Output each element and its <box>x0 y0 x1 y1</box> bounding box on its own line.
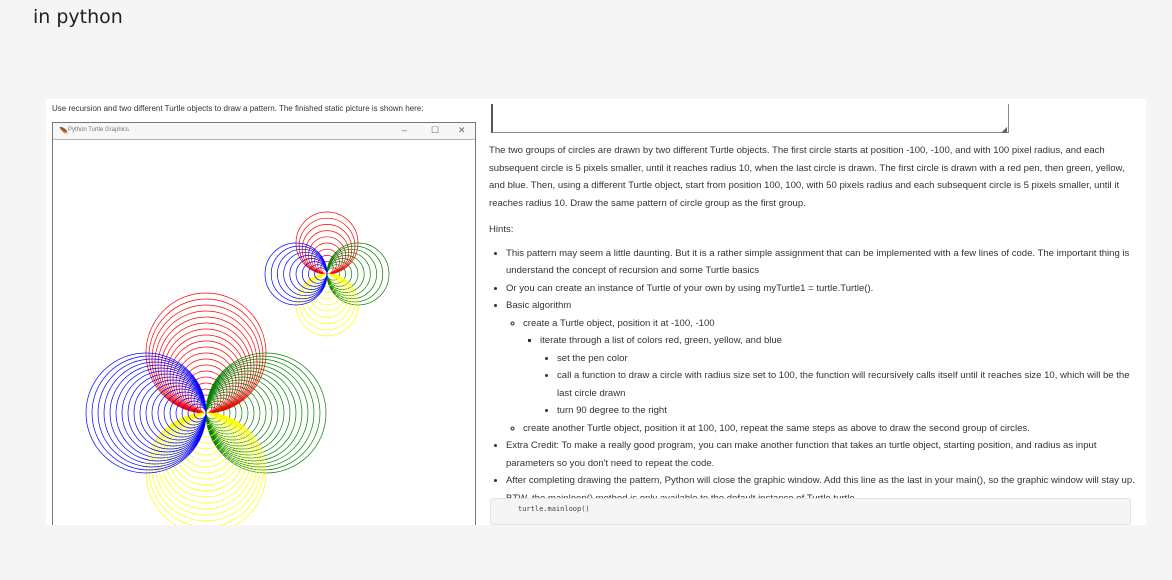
question-card <box>46 99 1146 525</box>
window-title: Python Turtle Graphics <box>68 127 130 133</box>
list-item: • set the pen color <box>557 350 1139 368</box>
group-two-circle <box>327 246 383 302</box>
list-item: • After completing drawing the pattern, Python will close the graphic window. Add this line as the last in your main(), so the graphic window will stay up. <box>506 472 1139 507</box>
resize-handle-icon[interactable]: ◢ <box>1000 125 1007 134</box>
answer-textarea[interactable] <box>491 104 1009 133</box>
list-item-label: Basic algorithm <box>506 300 572 311</box>
turtle-graphics-window <box>52 122 476 525</box>
group-one-circle <box>173 413 239 479</box>
list-item: • call a function to draw a circle with radius size set to 100, the function will recursively calls itself until it reaches size 10, which will be the last circle drawn <box>557 367 1139 402</box>
question-heading: in python <box>33 6 123 28</box>
maximize-button[interactable]: ☐ <box>431 125 440 135</box>
list-item: • turn 90 degree to the right <box>557 402 1139 420</box>
list-item-label: iterate through a list of colors red, green, yellow, and blue <box>540 335 782 346</box>
intro-text: Use recursion and two different Turtle objects to draw a pattern. The finished static picture is shown here: <box>52 104 424 113</box>
question-body <box>489 142 1139 507</box>
list-item <box>506 297 1139 437</box>
hints-list <box>489 245 1139 508</box>
group-one-circle <box>206 380 272 446</box>
list-item <box>540 332 1139 420</box>
list-item: • Or you can create an instance of Turtle of your own by using myTurtle1 = turtle.Turtle(). <box>506 280 1139 298</box>
group-one-circle <box>179 413 233 467</box>
group-one-circle <box>173 347 239 413</box>
group-one-circle <box>206 386 260 440</box>
list-item <box>523 315 1139 420</box>
group-one-circle <box>140 380 206 446</box>
close-button[interactable]: ✕ <box>458 125 466 135</box>
list-item-label: create a Turtle object, position it at -100, -100 <box>523 317 715 329</box>
list-item: • Extra Credit: To make a really good program, you can make another function that takes an turtle object, starting position, and radius as input parameters so you don't need to repeat the code. <box>506 437 1139 472</box>
window-titlebar <box>53 123 475 140</box>
turtle-canvas <box>53 140 475 525</box>
group-two-circle <box>299 274 355 330</box>
feather-icon: 🪶 <box>59 127 69 136</box>
description-paragraph: The two groups of circles are drawn by two different Turtle objects. The first circle starts at position -100, -100, and with 100 pixel radius, and each subsequent circle is 5 pixels smaller, until it reaches radius 10, when the last circle is drawn. The first circle is drawn with a red pen, then green, yellow, and blue. Then, using a different Turtle object, start from position 100, 100, with 50 pixels radius and each subsequent circle is 5 pixels smaller, until it reaches radius 10. Draw the same pattern of circle group as the first group. <box>489 145 1125 209</box>
group-one-circle <box>179 359 233 413</box>
hints-label: Hints: <box>489 224 514 235</box>
list-item: ◦ create another Turtle object, position it at 100, 100, repeat the same steps as above to draw the second group of circles. <box>523 420 1139 438</box>
group-one-circle <box>152 386 206 440</box>
group-two-circle <box>299 218 355 274</box>
code-block: turtle.mainloop() <box>490 498 1131 525</box>
list-item: • This pattern may seem a little daunting. But it is a rather simple assignment that can be implemented with a few lines of code. The important thing is understand the concept of recursion and some Turtle basics <box>506 245 1139 280</box>
group-two-circle <box>271 246 327 302</box>
minimize-button[interactable]: – <box>402 125 408 135</box>
